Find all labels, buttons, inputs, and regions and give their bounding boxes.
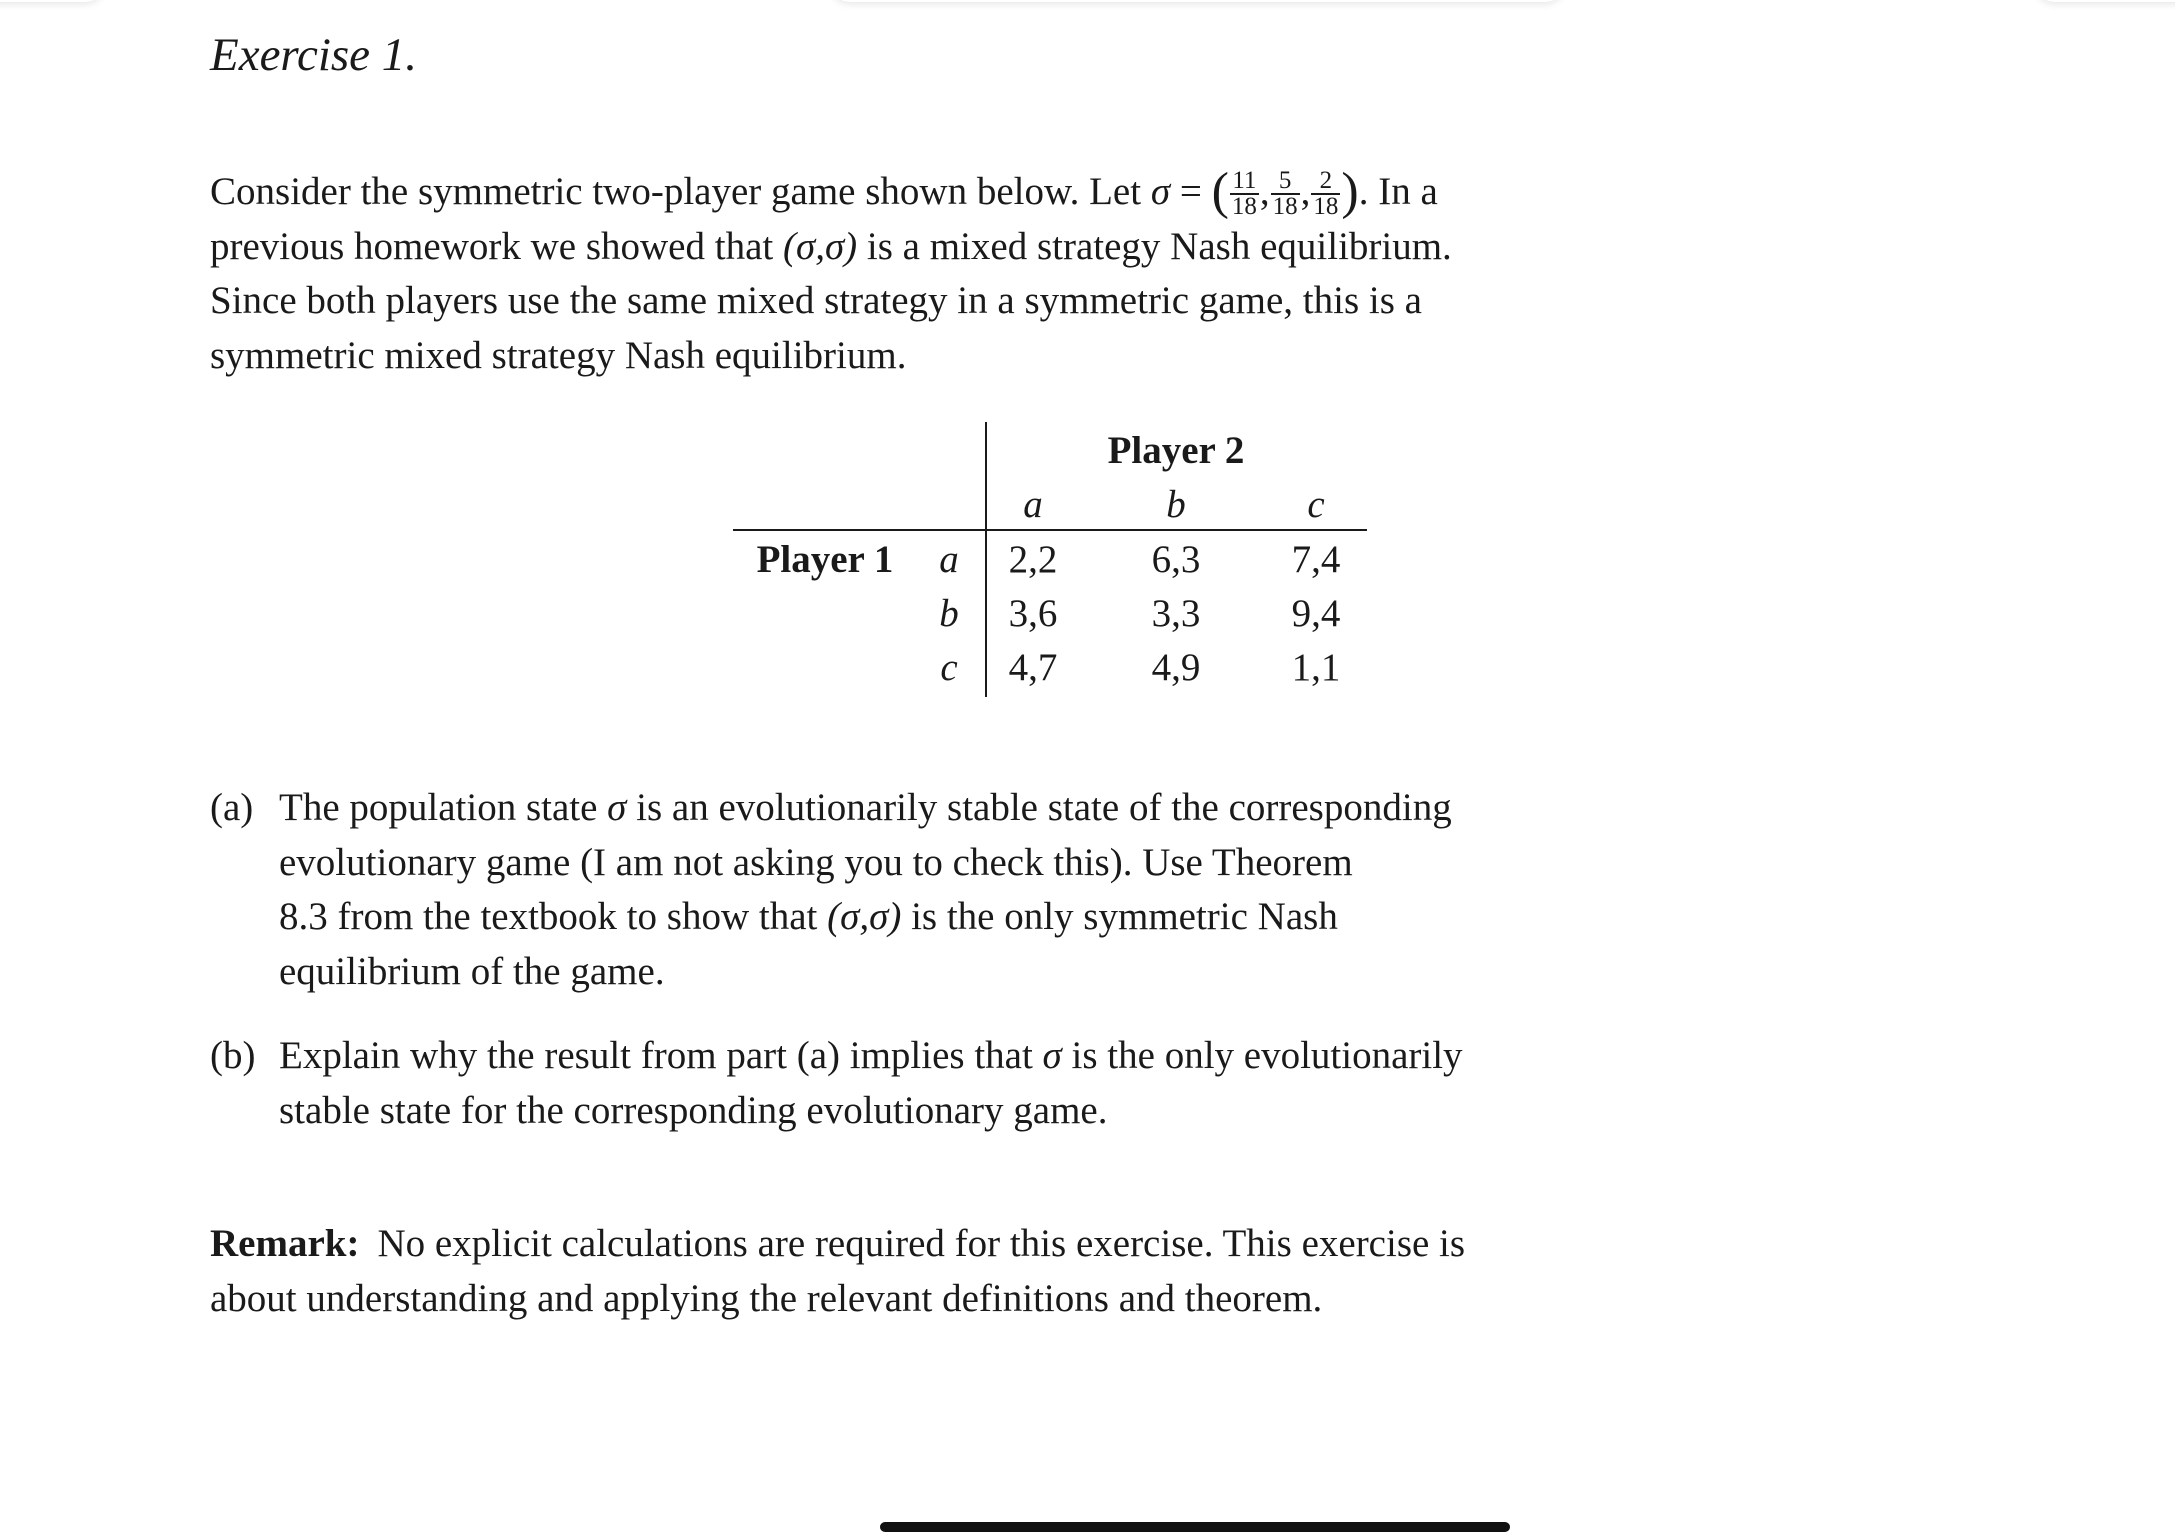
top-toolbar-center: [830, 0, 1565, 2]
top-toolbar-right: [2035, 0, 2175, 2]
fraction: $\frac{2}{18}$: [1313, 167, 1339, 220]
payoff-cell: 6,3: [1151, 538, 1201, 581]
payoff-cell: 9,4: [1291, 592, 1341, 635]
payoff-cell: 2,2: [1008, 538, 1058, 581]
part-b: (b) Explain why the result from part (a) implies that σ is the only evolutionarily stable state for the corresponding evolutionary game.: [210, 1029, 1463, 1138]
matrix-vertical-rule: [985, 422, 987, 697]
column-header: c: [1307, 483, 1325, 526]
question-parts: [210, 781, 1463, 1138]
intro-line-3: Since both players use the same mixed strategy in a symmetric game, this is a: [210, 279, 1422, 322]
payoff-cell: 4,7: [1008, 646, 1058, 689]
exercise-title: Exercise 1.: [210, 29, 418, 81]
player2-label: Player 2: [1107, 429, 1245, 472]
payoff-cell: 7,4: [1291, 538, 1341, 581]
row-header: a: [939, 538, 959, 581]
top-toolbar-left: [0, 0, 105, 2]
payoff-cell: 4,9: [1151, 646, 1201, 689]
part-a: (a) The population state σ is an evolutionarily stable state of the corresponding evolutionary game (I am not asking you to check this). Use Theorem 8.3 from the textbook to show that (σ,σ) is the only symmetric Nash equilibrium of the game.: [210, 781, 1463, 999]
intro-line-2: previous homework we showed that (σ,σ) is a mixed strategy Nash equilibrium.: [210, 224, 1452, 268]
sigma-symbol: σ: [1150, 170, 1171, 213]
player1-label: Player 1: [756, 538, 894, 581]
intro-paragraph: [210, 165, 1452, 383]
payoff-cell: 3,6: [1008, 592, 1058, 635]
sigma-pair: (σ,σ): [782, 224, 858, 268]
remark-paragraph: Remark: No explicit calculations are required for this exercise. This exercise is about understanding and applying the relevant definitions and theorem.: [210, 1222, 1466, 1320]
intro-line-4: symmetric mixed strategy Nash equilibrium.: [210, 333, 907, 377]
row-header: c: [940, 646, 958, 689]
fraction: $\frac{5}{18}$: [1272, 167, 1298, 220]
column-header: a: [1023, 483, 1043, 526]
part-a-label: (a): [210, 786, 254, 829]
part-b-label: (b): [210, 1034, 256, 1077]
fraction: $\frac{11}{18}$: [1231, 167, 1257, 220]
sigma-symbol: σ: [1042, 1034, 1062, 1077]
matrix-horizontal-rule: [733, 529, 1367, 531]
remark-label: Remark:: [210, 1222, 360, 1265]
home-indicator[interactable]: [880, 1522, 1510, 1532]
column-header: b: [1166, 483, 1186, 526]
intro-line-1: Consider the symmetric two-player game shown below. Let σ = ( $\frac{11}{18}$ , $\frac{5}{18}$ , $\frac{2}{18}$ ). In a: [210, 163, 1438, 220]
sigma-symbol: σ: [607, 786, 627, 829]
sigma-pair: (σ,σ): [827, 895, 902, 938]
payoff-cell: 1,1: [1291, 646, 1341, 689]
row-header: b: [939, 592, 959, 635]
payoff-cell: 3,3: [1151, 592, 1201, 635]
payoff-matrix: [733, 422, 1375, 697]
